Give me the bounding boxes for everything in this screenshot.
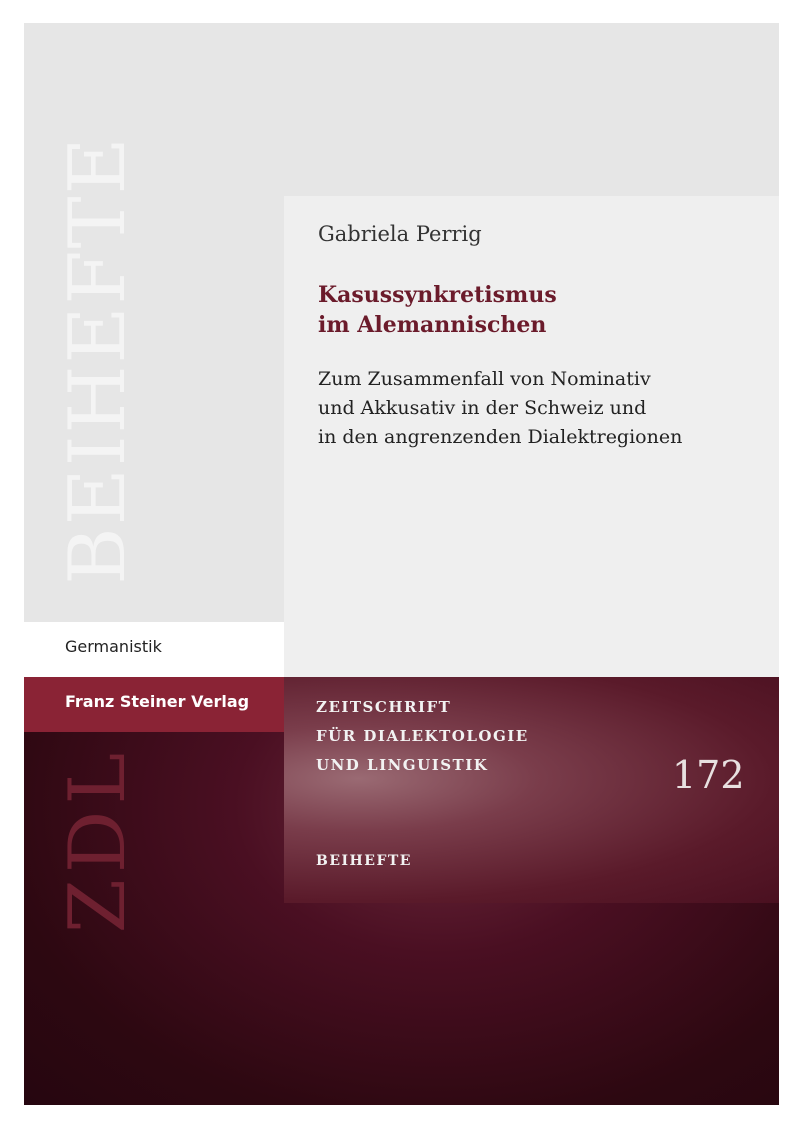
book-title — [318, 280, 557, 340]
spine-bottom-text — [53, 745, 143, 935]
book-title-line2: im Alemannischen — [318, 312, 547, 338]
volume-number: 172 — [672, 753, 745, 797]
book-subtitle-line2: und Akkusativ in der Schweiz und — [318, 397, 647, 419]
journal-title-line2: FÜR DIALEKTOLOGIE — [316, 727, 529, 745]
book-subtitle-line1: Zum Zusammenfall von Nominativ — [318, 368, 651, 390]
left-margin — [0, 0, 24, 1129]
book-title-line1: Kasussynkretismus — [318, 282, 557, 308]
journal-title-line1: ZEITSCHRIFT — [316, 698, 452, 716]
publisher-name: Franz Steiner Verlag — [65, 692, 250, 711]
spine-top-label: BEIHEFTE — [53, 135, 143, 585]
series-label: Germanistik — [65, 637, 162, 656]
beihefte-label: BEIHEFTE — [316, 853, 412, 869]
spine-top-text — [53, 110, 143, 610]
book-subtitle-line3: in den angrenzenden Dialektregionen — [318, 426, 683, 448]
book-subtitle — [318, 365, 682, 452]
author-name: Gabriela Perrig — [318, 222, 482, 246]
bottom-margin — [0, 1105, 800, 1129]
journal-title — [316, 693, 529, 780]
journal-title-line3: UND LINGUISTIK — [316, 756, 489, 774]
spine-bottom-label: ZDL — [53, 746, 143, 934]
